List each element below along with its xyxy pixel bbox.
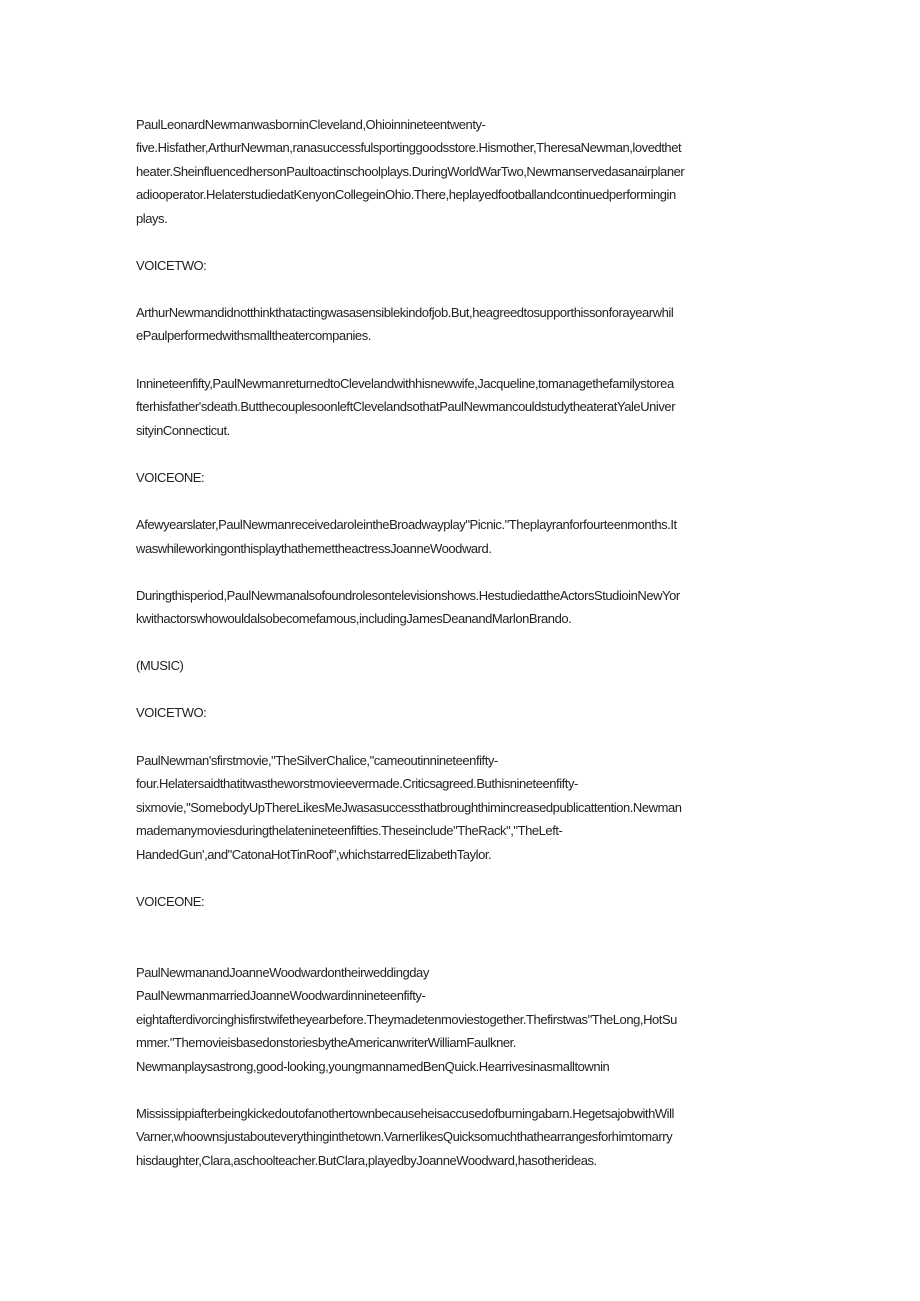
speaker-label: VOICETWO:: [136, 705, 207, 720]
text-line: ArthurNewmandidnotthinkthatactingwasasensiblekindofjob.But,heagreedtosupporthissonforayearwhil: [136, 305, 674, 320]
text-line: ePaulperformedwithsmalltheatercompanies.: [136, 328, 371, 343]
text-line: Newmanplaysastrong,good-looking,youngmannamedBenQuick.Hearrivesinasmalltownin: [136, 1059, 610, 1074]
speaker-label: VOICEONE:: [136, 470, 205, 485]
text-line: Duringthisperiod,PaulNewmanalsofoundrolesontelevisionshows.HestudiedattheActorsStudioinNewYor: [136, 588, 680, 603]
photo-caption: PaulNewmanandJoanneWoodwardontheirweddingday: [136, 965, 429, 980]
text-line: PaulLeonardNewmanwasborninCleveland,Ohioinnineteentwenty-: [136, 117, 486, 132]
speaker-label: VOICEONE:: [136, 894, 205, 909]
text-line: PaulNewman'sfirstmovie,"TheSilverChalice,"cameoutinnineteenfifty-: [136, 753, 498, 768]
text-line: sixmovie,"SomebodyUpThereLikesMeJwasasuccessthatbroughthimincreasedpublicattention.Newman: [136, 800, 682, 815]
text-line: PaulNewmanmarriedJoanneWoodwardinnineteenfifty-: [136, 988, 426, 1003]
stage-direction: (MUSIC): [136, 658, 184, 673]
text-line: HandedGun',and"CatonaHotTinRoof",whichstarredElizabethTaylor.: [136, 847, 492, 862]
text-line: kwithactorswhowouldalsobecomefamous,includingJamesDeanandMarlonBrando.: [136, 611, 572, 626]
text-line: Varner,whoownsjustabouteverythinginthetown.VarnerlikesQuicksomuchthathearrangesforhimtomarry: [136, 1129, 673, 1144]
text-line: mademanymoviesduringthelatenineteenfifties.Theseinclude"TheRack","TheLeft-: [136, 823, 563, 838]
text-line: hisdaughter,Clara,aschoolteacher.ButClara,playedbyJoanneWoodward,hasotherideas.: [136, 1153, 597, 1168]
text-line: waswhileworkingonthisplaythathemettheactressJoanneWoodward.: [136, 541, 492, 556]
text-line: four.Helatersaidthatitwastheworstmovieevermade.Criticsagreed.Buthisnineteenfifty-: [136, 776, 578, 791]
text-line: fterhisfather'sdeath.ButthecouplesoonleftClevelandsothatPaulNewmancouldstudytheateratYaleUniver: [136, 399, 676, 414]
text-line: eightafterdivorcinghisfirstwifetheyearbefore.Theymadetenmoviestogether.Thefirstwas"TheLong,HotSu: [136, 1012, 677, 1027]
text-line: Afewyearslater,PaulNewmanreceivedaroleintheBroadwayplay"Picnic."Theplayranforfourteenmonths.It: [136, 517, 677, 532]
text-line: Innineteenfifty,PaulNewmanreturnedtoClevelandwithhisnewwife,Jacqueline,tomanagethefamilystorea: [136, 376, 674, 391]
text-line: heater.SheinfluencedhersonPaultoactinschoolplays.DuringWorldWarTwo,Newmanservedasanairplaner: [136, 164, 685, 179]
text-line: mmer."ThemovieisbasedonstoriesbytheAmericanwriterWilliamFaulkner.: [136, 1035, 516, 1050]
text-line: sityinConnecticut.: [136, 423, 230, 438]
text-line: Mississippiafterbeingkickedoutofanothertownbecauseheisaccusedofburningabarn.HegetsajobwithWill: [136, 1106, 674, 1121]
text-line: five.Hisfather,ArthurNewman,ranasuccessfulsportinggoodsstore.Hismother,TheresaNewman,lovedthet: [136, 140, 682, 155]
speaker-label: VOICETWO:: [136, 258, 207, 273]
text-line: plays.: [136, 211, 168, 226]
text-line: adiooperator.HelaterstudiedatKenyonCollegeinOhio.There,heplayedfootballandcontinuedperformingin: [136, 187, 676, 202]
